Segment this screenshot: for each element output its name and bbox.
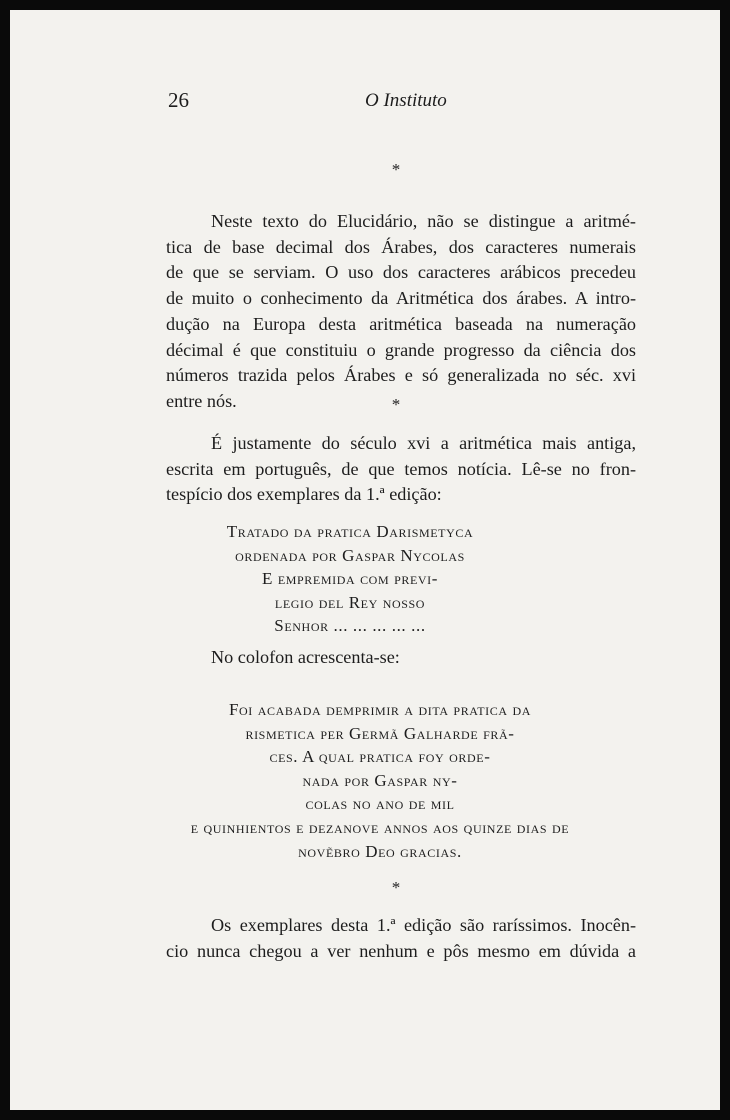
page-number: 26 — [168, 88, 189, 112]
section-separator-2: * — [391, 395, 401, 414]
paragraph-line: de que se serviam. O uso dos caracteres arábicos precedeu — [166, 262, 636, 283]
running-title: O Instituto — [365, 90, 447, 111]
paragraph-3 — [166, 913, 636, 964]
colofon-transcription — [150, 698, 610, 863]
section-separator-1: * — [391, 160, 401, 179]
transcription-line: rismetica per Germã Galharde frã- — [245, 723, 515, 743]
paragraph-line: números trazida pelos Árabes e só generalizada no séc. xvi — [166, 365, 636, 386]
paragraph-line: tespício dos exemplares da 1.ª edição: — [166, 484, 442, 505]
section-separator-3: * — [391, 878, 401, 897]
transcription-line: ordenada por Gaspar Nycolas — [235, 545, 465, 565]
transcription-line: E empremida com previ- — [261, 569, 438, 589]
paragraph-line: escrita em português, de que temos notícia. Lê-se no fron- — [166, 458, 636, 479]
transcription-line: novẽbro Deo gracias. — [298, 841, 462, 861]
transcription-line: Foi acabada demprimir a dita pratica da — [228, 700, 532, 719]
running-head — [10, 88, 720, 118]
title-page-transcription — [150, 520, 550, 638]
paragraph-line: de muito o conhecimento da Aritmética dos árabes. A intro- — [166, 288, 636, 309]
colofon-intro: No colofon acrescenta-se: — [211, 647, 400, 667]
transcription-line: e quinhientos e dezanove annos aos quinze dias de — [190, 817, 570, 837]
paragraph-line: É justamente do século xvi a aritmética mais antiga, — [211, 433, 636, 453]
transcription-line: ces. A qual pratica foy orde- — [269, 747, 491, 767]
paragraph-line: Neste texto do Elucidário, não se distingue a aritmé- — [211, 211, 636, 231]
paragraph-line: décimal é que constituiu o grande progresso da ciência dos — [166, 339, 636, 360]
paragraph-line: cio nunca chegou a ver nenhum e pôs mesmo em dúvida a — [166, 940, 636, 961]
paragraph-1 — [166, 209, 636, 415]
transcription-line: Tratado da pratica Darismetyca — [226, 522, 474, 541]
transcription-line: colas no ano de mil — [305, 794, 455, 814]
paragraph-line: dução na Europa desta aritmética baseada na numeração — [166, 313, 636, 334]
paragraph-line: Os exemplares desta 1.ª edição são raríssimos. Inocên- — [211, 915, 636, 935]
paragraph-line: entre nós. — [166, 390, 237, 411]
transcription-line: Senhor ... ... ... ... ... — [274, 616, 426, 636]
paragraph-line: tica de base decimal dos Árabes, dos caracteres numerais — [166, 236, 636, 257]
book-page — [10, 10, 720, 1110]
transcription-line: legio del Rey nosso — [274, 592, 426, 612]
transcription-line: nada por Gaspar ny- — [302, 770, 458, 790]
paragraph-2 — [166, 431, 636, 508]
